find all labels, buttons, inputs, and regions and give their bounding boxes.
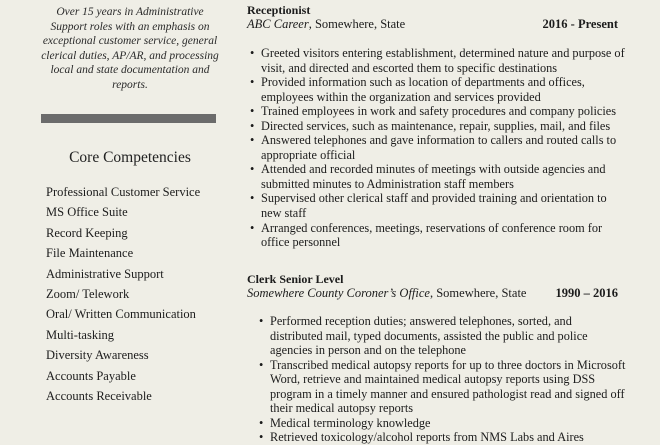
duty-item: • Performed reception duties; answered telephones, sorted, and distributed mail, typed documents, assisted the public and police agencies in person and on the telephone bbox=[256, 314, 627, 358]
competency-item: Accounts Payable bbox=[46, 368, 136, 383]
job-receptionist bbox=[247, 3, 627, 250]
competency-item: Professional Customer Service bbox=[46, 185, 201, 199]
job-company: Somewhere County Coroner’s Office bbox=[247, 286, 430, 300]
job-location: , Somewhere, State bbox=[308, 17, 406, 31]
job-location: , Somewhere, State bbox=[429, 286, 527, 300]
job-employer-line bbox=[247, 286, 627, 300]
duty-item: • Transcribed medical autopsy reports for up to three doctors in Microsoft Word, retrieve and maintained medical autopsy reports using DSS program in a timely manner and ensured pathologist read and signed off their medical autopsy reports bbox=[256, 358, 627, 416]
competency-list bbox=[46, 182, 200, 406]
duty-list bbox=[247, 46, 627, 250]
duty-item: • Retrieved toxicology/alcohol reports from NMS Labs and Aires bbox=[256, 430, 627, 445]
competency-item: Multi-tasking bbox=[46, 327, 115, 342]
left-column bbox=[0, 0, 240, 440]
competency-item: Administrative Support bbox=[46, 266, 164, 281]
job-title: Receptionist bbox=[247, 3, 311, 17]
duty-item: • Answered telephones and gave information to callers and routed calls to appropriate official bbox=[247, 133, 627, 162]
duty-item: • Attended and recorded minutes of meetings with outside agencies and submitted minutes to Administration staff members bbox=[247, 162, 627, 191]
competency-item: Zoom/ Telework bbox=[46, 287, 130, 302]
duty-item: • Supervised other clerical staff and provided training and orientation to new staff bbox=[247, 191, 627, 220]
job-clerk-senior bbox=[247, 272, 627, 445]
competency-item: Oral/ Written Communication bbox=[46, 307, 196, 322]
duty-item: • Medical terminology knowledge bbox=[256, 416, 627, 431]
competency-item: Accounts Receivable bbox=[46, 389, 152, 404]
profile-summary: Over 15 years in Administrative Support roles with an emphasis on exceptional customer service, general clerical duties, AP/AR, and processing local and state documentation and reports. bbox=[41, 6, 219, 91]
job-title: Clerk Senior Level bbox=[247, 272, 344, 286]
duty-item: • Trained employees in work and safety procedures and company policies bbox=[247, 104, 627, 119]
job-employer-line bbox=[247, 17, 627, 31]
experience-column bbox=[247, 0, 627, 445]
duty-item: • Directed services, such as maintenance, repair, supplies, mail, and files bbox=[247, 119, 627, 134]
job-dates: 1990 – 2016 bbox=[555, 286, 618, 300]
competency-item: Record Keeping bbox=[46, 225, 128, 240]
core-competencies-heading: Core Competencies bbox=[69, 149, 191, 166]
section-divider bbox=[41, 114, 216, 123]
job-dates: 2016 - Present bbox=[542, 17, 618, 31]
job-company: ABC Career bbox=[247, 17, 309, 31]
duty-item: • Greeted visitors entering establishment, determined nature and purpose of visit, and directed and escorted them to specific destinations bbox=[247, 46, 627, 75]
competency-item: Diversity Awareness bbox=[46, 348, 149, 363]
competency-item: File Maintenance bbox=[46, 246, 134, 261]
duty-item: • Arranged conferences, meetings, reservations of conference room for office personnel bbox=[247, 221, 627, 250]
competency-item: MS Office Suite bbox=[46, 205, 128, 220]
duty-item: • Provided information such as location of departments and offices, employees within the organization and services provided bbox=[247, 75, 627, 104]
duty-list bbox=[247, 314, 627, 445]
